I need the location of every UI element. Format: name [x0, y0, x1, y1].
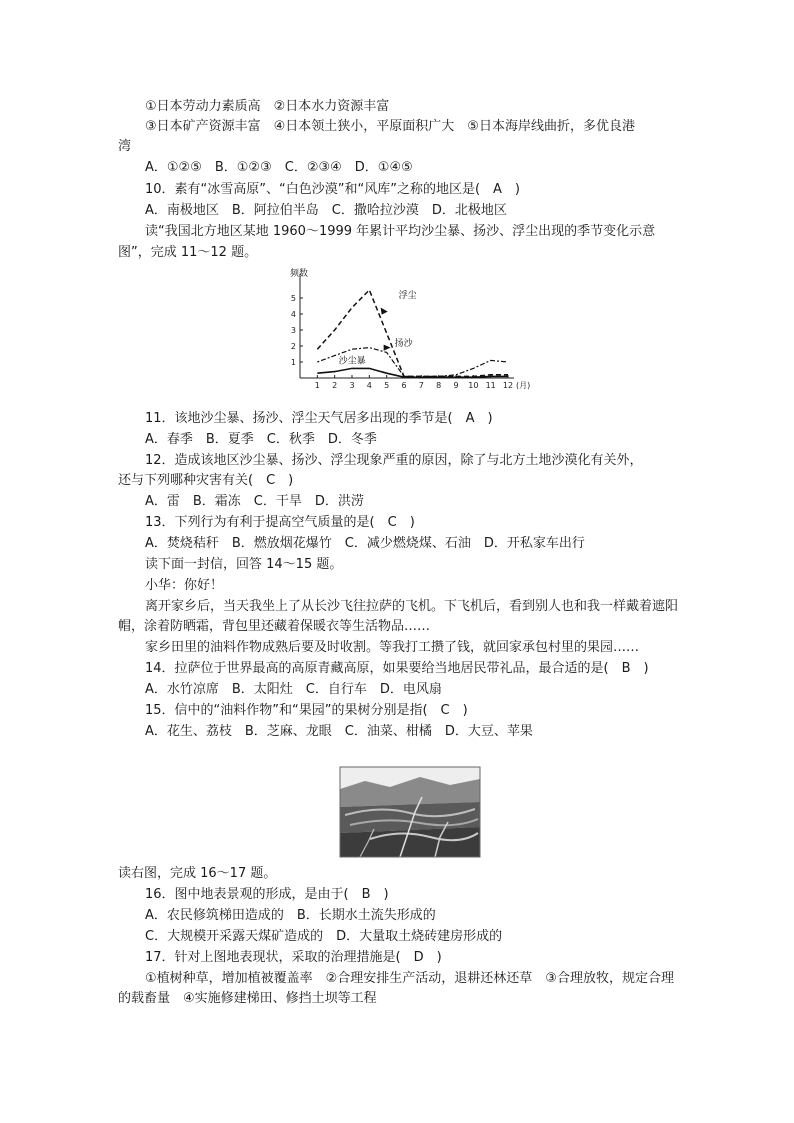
dust-frequency-chart	[278, 266, 531, 396]
q14-choices: A．水竹凉席 B．太阳灶 C．自行车 D．电风扇	[145, 682, 442, 697]
x-tick-label: 9	[453, 381, 459, 390]
q17-stem: 17．针对上图地表现状，采取的治理措施是( D )	[145, 950, 442, 965]
q10-stem: 10．素有“冰雪高原”、“白色沙漠”和“风库”之称的地区是( A )	[145, 182, 520, 197]
q10-choices: A．南极地区 B．阿拉伯半岛 C．撒哈拉沙漠 D．北极地区	[145, 203, 507, 218]
q12-stem-line-1: 12．造成该地区沙尘暴、扬沙、浮尘现象严重的原因，除了与北方土地沙漠化有关外，	[145, 453, 643, 468]
q9-option-line-1: ①日本劳动力素质高 ②日本水力资源丰富	[145, 99, 390, 114]
q15-stem: 15．信中的“油料作物”和“果园”的果树分别是指( C )	[145, 703, 468, 718]
x-tick-label: 1	[314, 381, 320, 390]
y-axis-label: 频数	[290, 269, 309, 279]
q9-choices: A．①②⑤ B．①②③ C．②③④ D．①④⑤	[145, 160, 413, 175]
series-label-yangsha: 扬沙	[394, 339, 413, 349]
q9-option-line-2: ③日本矿产资源丰富 ④日本领土狭小，平原面积广大 ⑤日本海岸线曲折，多优良港	[145, 119, 635, 134]
eroded-landscape-photo	[340, 767, 480, 857]
q16-choices-line-2: C．大规模开采露天煤矿造成的 D．大量取土烧砖建房形成的	[145, 929, 503, 944]
letter-paragraph-2: 家乡田里的油料作物成熟后要及时收割。等我打工攒了钱，就回家承包村里的果园……	[145, 640, 640, 655]
q15-choices: A．花生、荔枝 B．芝麻、龙眼 C．油菜、柑橘 D．大豆、苹果	[145, 724, 533, 739]
chart-intro-line-1: 读“我国北方地区某地 1960～1999 年累计平均沙尘暴、扬沙、浮尘出现的季节变化示意	[145, 224, 656, 239]
q11-choices: A．春季 B．夏季 C．秋季 D．冬季	[145, 432, 377, 447]
series-label-shachenbao: 沙尘暴	[338, 356, 366, 367]
letter-paragraph-1: 离开家乡后，当天我坐上了从长沙飞往拉萨的飞机。下飞机后，看到别人也和我一样戴着遮阳帽，涂着防晒霜，背包里还藏着保暖衣等生活物品……	[118, 599, 679, 634]
letter-intro: 读下面一封信，回答 14～15 题。	[145, 557, 343, 572]
x-tick-label: 7	[418, 381, 424, 390]
yangsha-arrow-icon	[384, 345, 391, 351]
q13-choices: A．焚烧秸秆 B．燃放烟花爆竹 C．减少燃烧煤、石油 D．开私家车出行	[145, 536, 585, 551]
q13-stem: 13．下列行为有利于提高空气质量的是( C )	[145, 515, 415, 530]
x-tick-label: 12	[502, 381, 514, 390]
x-tick-label: 5	[384, 381, 390, 390]
y-tick-label: 2	[290, 342, 296, 351]
chart-labels	[290, 267, 530, 390]
y-tick-label: 4	[290, 310, 296, 319]
q12-choices: A．雷 B．霜冻 C．干旱 D．洪涝	[145, 494, 364, 509]
x-tick-label: 11	[485, 381, 496, 390]
q11-stem: 11．该地沙尘暴、扬沙、浮尘天气居多出现的季节是( A )	[145, 411, 493, 426]
y-tick-label: 5	[290, 294, 296, 303]
q12-stem-line-2: 还与下列哪种灾害有关( C )	[118, 473, 294, 488]
y-tick-label: 3	[290, 326, 296, 335]
letter-greeting: 小华：你好！	[145, 578, 224, 593]
x-tick-label: 10	[468, 381, 479, 390]
q17-options: ①植树种草，增加植被覆盖率 ②合理安排生产活动，退耕还林还草 ③合理放牧，规定合理的载畜量 ④实施修建梯田、修挡土坝等工程	[118, 971, 674, 1006]
q16-choices-line-1: A．农民修筑梯田造成的 B．长期水土流失形成的	[145, 908, 436, 923]
x-tick-label: 3	[349, 381, 355, 390]
x-tick-label: 2	[332, 381, 338, 390]
chart-intro-line-2: 图”，完成 11～12 题。	[118, 245, 258, 260]
x-tick-label: 6	[401, 381, 407, 390]
chart-svg	[278, 266, 531, 396]
y-tick-label: 1	[290, 358, 296, 367]
q14-stem: 14．拉萨位于世界最高的高原青藏高原，如果要给当地居民带礼品，最合适的是( B )	[145, 661, 649, 676]
fuchen-arrow-icon	[381, 308, 388, 315]
q16-stem: 16．图中地表景观的形成，是由于( B )	[145, 887, 389, 902]
photo-intro: 读右图，完成 16～17 题。	[118, 866, 277, 881]
q9-option-line-3: 湾	[118, 139, 132, 154]
landscape-image	[340, 767, 480, 857]
series-label-fuchen: 浮尘	[398, 291, 417, 301]
x-axis-label: (月)	[516, 381, 531, 390]
chart-axes	[300, 274, 514, 378]
x-tick-label: 4	[366, 381, 372, 390]
x-tick-label: 8	[436, 381, 442, 390]
